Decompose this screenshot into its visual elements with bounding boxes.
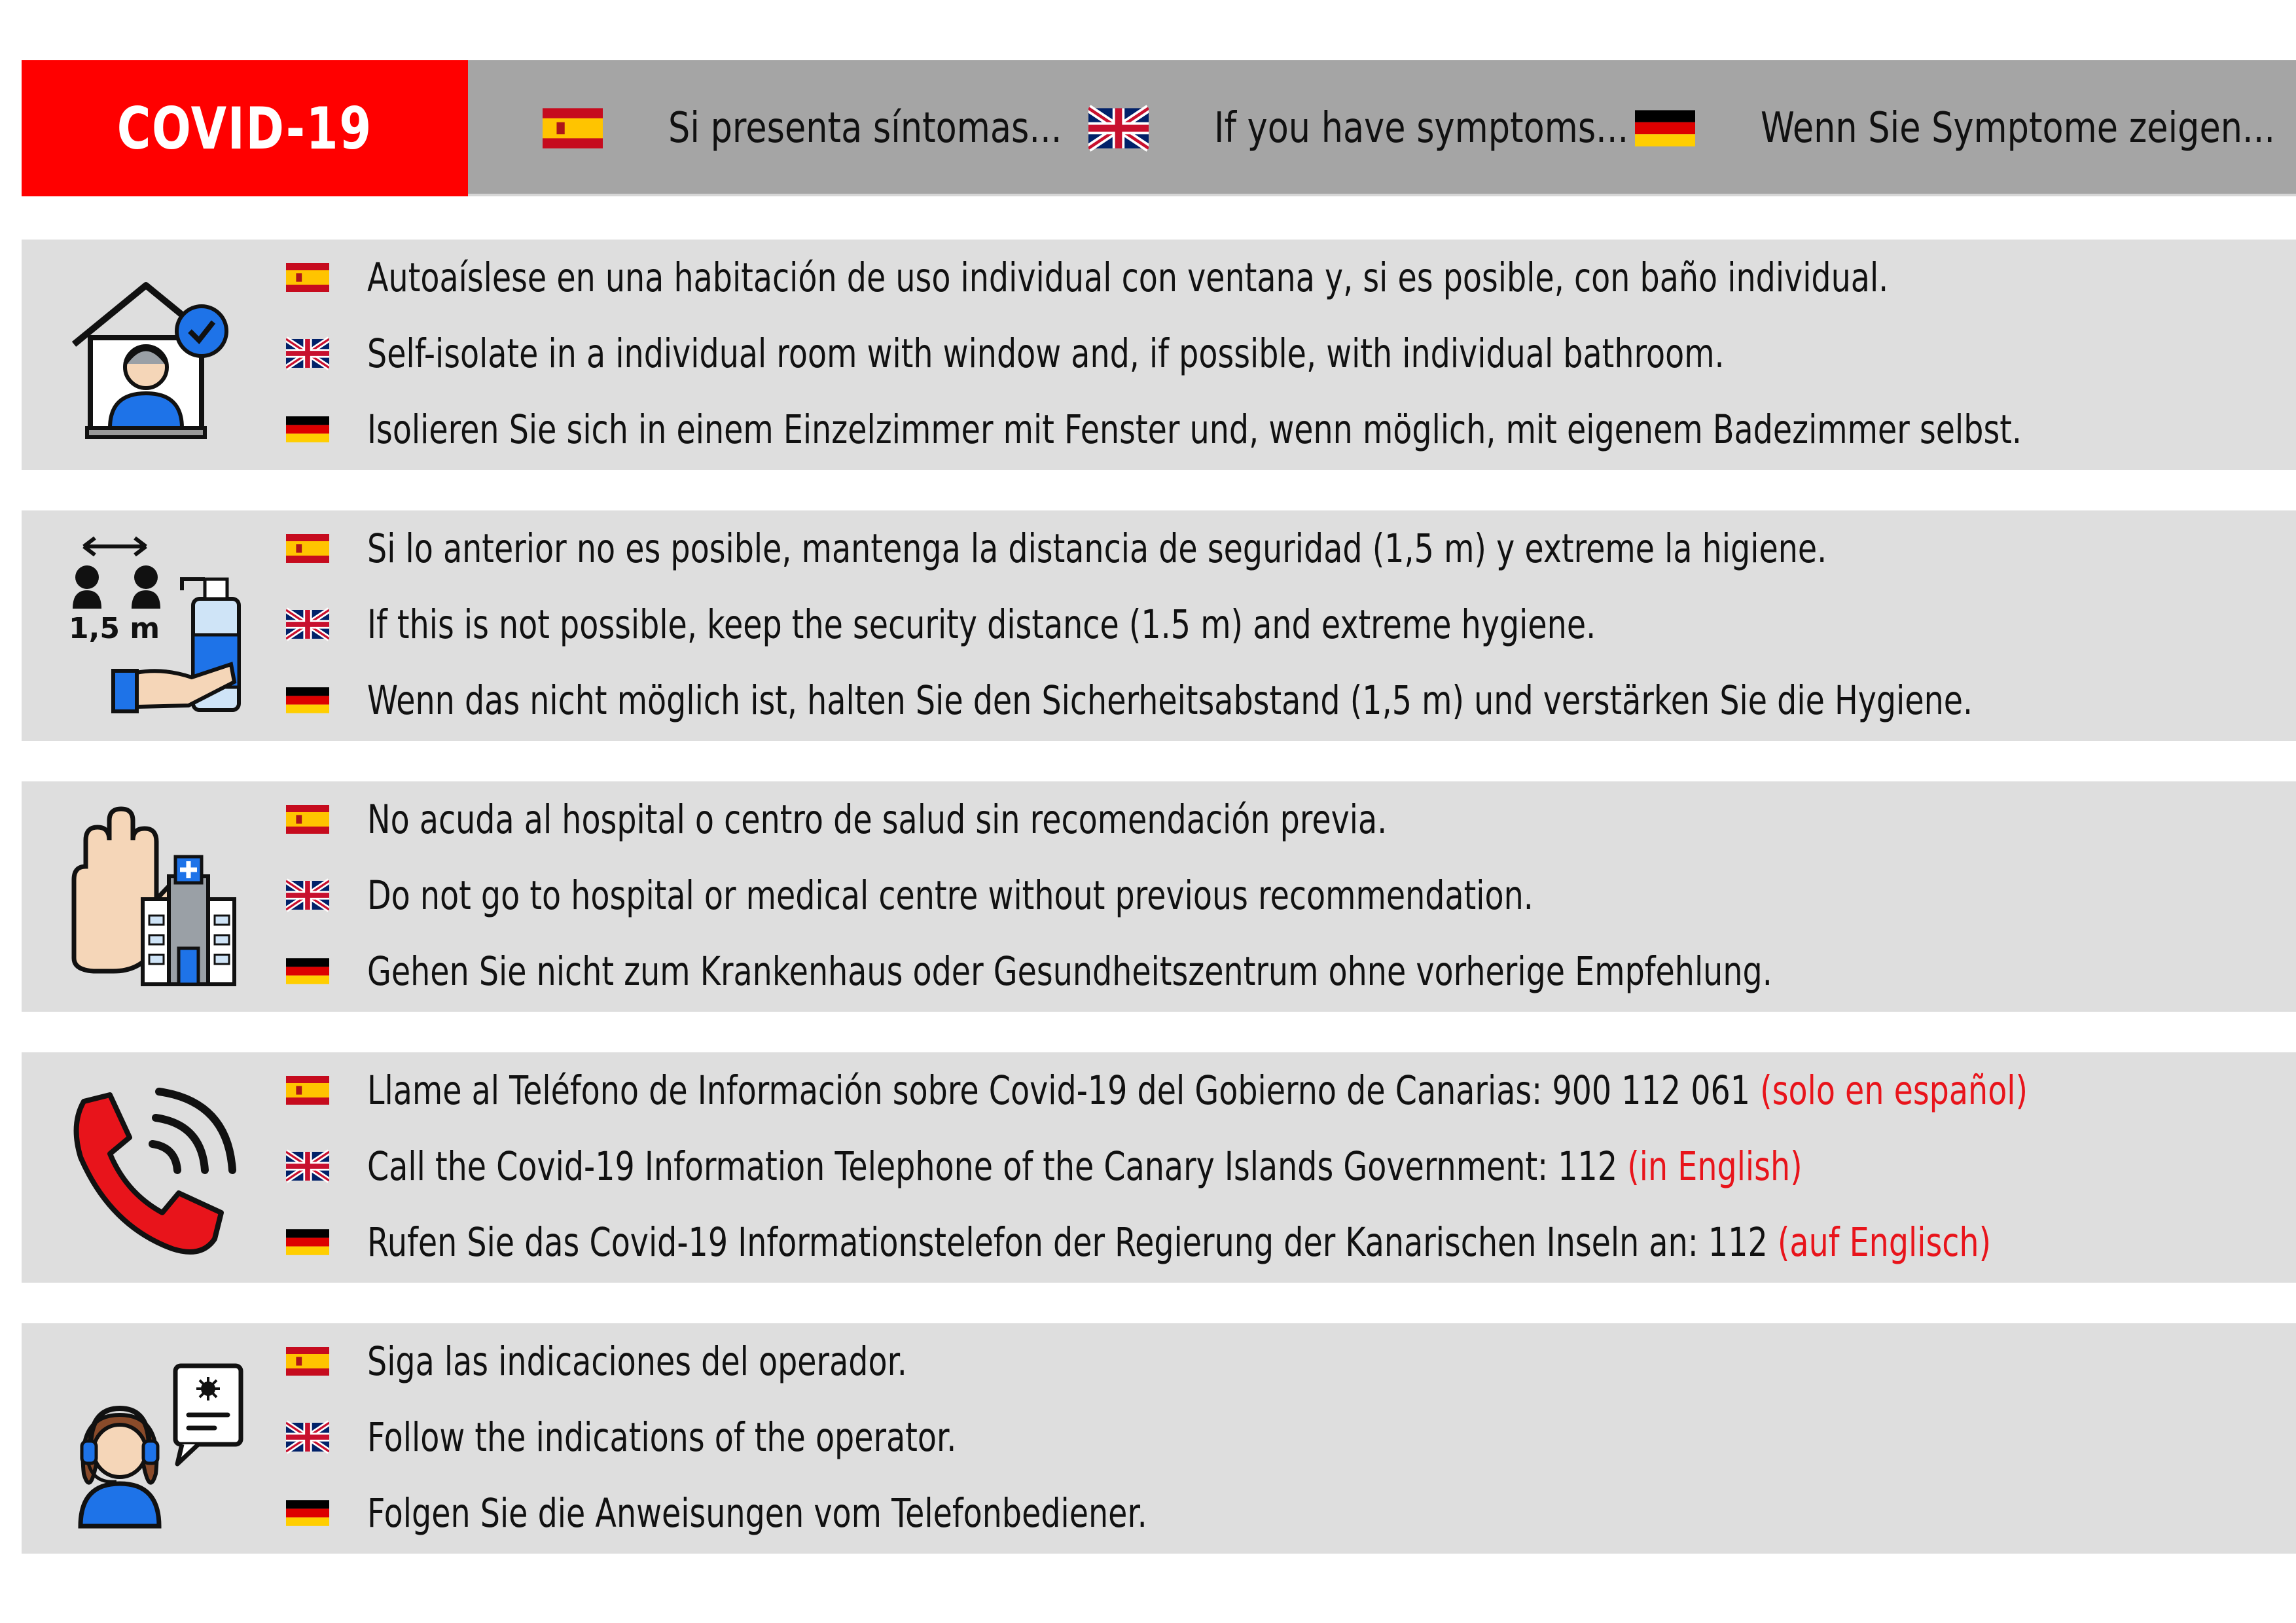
germany-flag-icon [286, 1222, 329, 1262]
instruction-text: Folgen Sie die Anweisungen vom Telefonbediener. [367, 1489, 1147, 1537]
instruction-panel-phone [22, 1052, 2296, 1283]
uk-flag-icon [286, 604, 329, 645]
spain-flag-icon [286, 257, 329, 298]
line-german [286, 1204, 2296, 1280]
header-text-spanish: Si presenta síntomas... [668, 104, 1062, 152]
header-item-german [1635, 60, 2296, 196]
uk-flag-icon [286, 1417, 329, 1457]
distance-label: 1,5 m [69, 612, 160, 645]
line-german [286, 662, 2296, 738]
line-spanish [286, 781, 1675, 857]
instruction-text: Self-isolate in a individual room with window and, if possible, with individual bathroom. [367, 330, 1725, 377]
instruction-text [367, 1143, 1803, 1190]
instruction-panel-isolation [22, 240, 2296, 470]
line-spanish [286, 1052, 2296, 1128]
language-note: (in English) [1627, 1143, 1803, 1190]
instruction-text: Gehen Sie nicht zum Krankenhaus oder Gesundheitszentrum ohne vorherige Empfehlung. [367, 948, 1772, 995]
language-note: (solo en español) [1760, 1067, 2028, 1114]
home-isolation-icon [48, 259, 244, 455]
instruction-text: Si lo anterior no es posible, mantenga la distancia de seguridad (1,5 m) y extreme la higiene. [367, 525, 1827, 572]
uk-flag-icon [286, 875, 329, 916]
social-distance-hygiene-icon [48, 530, 244, 726]
instruction-panel-distance [22, 510, 2296, 741]
line-english [286, 857, 1862, 933]
instruction-panel-hospital [22, 781, 2296, 1012]
header-item-spanish [543, 60, 1148, 196]
spain-flag-icon [286, 1341, 329, 1382]
line-english [286, 1399, 1122, 1475]
phone-number: 112 [1708, 1219, 1768, 1266]
germany-flag-icon [286, 680, 329, 721]
phone-number: 112 [1558, 1143, 1618, 1190]
phone-call-icon [48, 1072, 244, 1268]
spain-flag-icon [543, 98, 603, 158]
line-german [286, 1475, 1367, 1551]
spain-flag-icon [286, 799, 329, 840]
instruction-text [367, 1219, 1991, 1266]
header-text-german: Wenn Sie Symptome zeigen... [1761, 104, 2276, 152]
instruction-text [367, 1067, 2028, 1114]
line-english [286, 1128, 2207, 1204]
header-item-english [1088, 60, 1719, 196]
phone-number: 900 112 061 [1552, 1067, 1751, 1114]
instruction-panel-operator [22, 1323, 2296, 1554]
germany-flag-icon [286, 409, 329, 450]
page-title: COVID-19 [117, 94, 373, 162]
uk-flag-icon [286, 333, 329, 374]
operator-icon [48, 1343, 244, 1539]
line-spanish [286, 510, 2238, 586]
header-text-english: If you have symptoms... [1214, 104, 1629, 152]
germany-flag-icon [1635, 98, 1695, 158]
spain-flag-icon [286, 528, 329, 569]
instruction-text: Wenn das nicht möglich ist, halten Sie den Sicherheitsabstand (1,5 m) und verstärken Sie die Hygiene. [367, 677, 1973, 724]
line-german [286, 933, 2168, 1009]
uk-flag-icon [1088, 98, 1149, 158]
instruction-text: Siga las indicaciones del operador. [367, 1338, 907, 1385]
header-bar [22, 60, 2296, 196]
germany-flag-icon [286, 1493, 329, 1533]
instruction-text: Isolieren Sie sich in einem Einzelzimmer mit Fenster und, wenn möglich, mit eigenem Badezimmer selbst. [367, 406, 2022, 453]
instruction-text: No acuda al hospital o centro de salud sin recomendación previa. [367, 796, 1388, 843]
language-note: (auf Englisch) [1777, 1219, 1992, 1266]
line-english [286, 586, 1943, 662]
line-spanish [286, 240, 2296, 315]
call-text: Llame al Teléfono de Información sobre Covid-19 del Gobierno de Canarias: [367, 1067, 1543, 1114]
uk-flag-icon [286, 1146, 329, 1186]
call-text: Rufen Sie das Covid-19 Informationstelefon der Regierung der Kanarischen Inseln an: [367, 1219, 1698, 1266]
instruction-text: Autoaíslese en una habitación de uso individual con ventana y, si es posible, con baño individual. [367, 254, 1889, 301]
call-text: Call the Covid-19 Information Telephone of the Canary Islands Government: [367, 1143, 1549, 1190]
line-german [286, 391, 2296, 467]
instruction-text: Follow the indications of the operator. [367, 1414, 957, 1461]
covid-title-box [22, 60, 468, 196]
instruction-text: Do not go to hospital or medical centre without previous recommendation. [367, 872, 1534, 919]
no-hospital-icon [48, 801, 244, 997]
germany-flag-icon [286, 951, 329, 991]
line-english [286, 315, 2108, 391]
instruction-text: If this is not possible, keep the security distance (1.5 m) and extreme hygiene. [367, 601, 1596, 648]
spain-flag-icon [286, 1070, 329, 1111]
line-spanish [286, 1323, 1060, 1399]
